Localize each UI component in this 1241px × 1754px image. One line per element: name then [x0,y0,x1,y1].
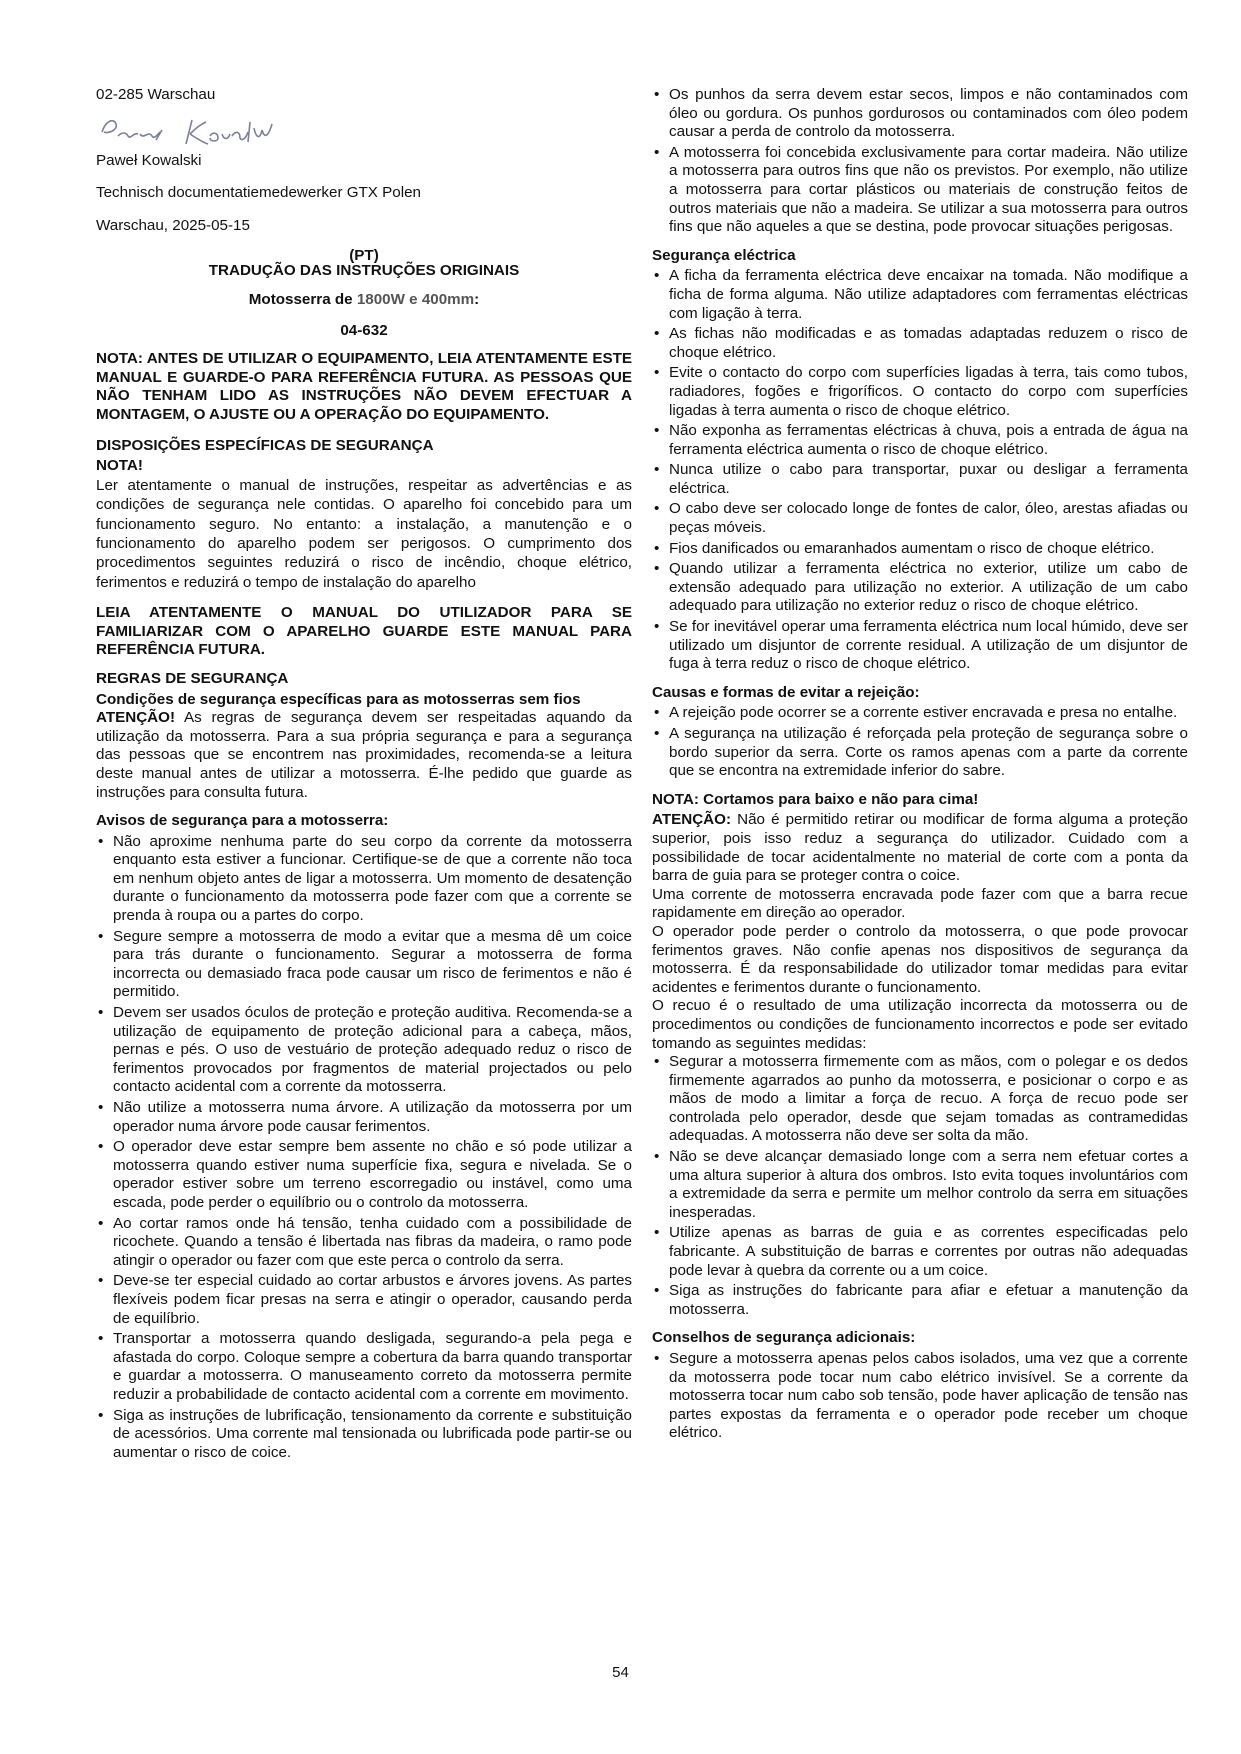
right-column [652,86,1188,1445]
list-item: • A rejeição pode ocorrer se a corrente estiver encravada e presa no entalhe. [652,704,1188,723]
list-item: • A motosserra foi concebida exclusivamente para cortar madeira. Não utilize a motosserra para outros fins que não os previstos. Por exemplo, não utilize a motosserra para cortar plásticos ou materiais de construção feitos de outros materiais que não a madeira. Se utilizar a sua motosserra para outros fins que não aqueles a que se destina, pode provocar situações perigosas. [652,144,1188,237]
regras-heading: REGRAS DE SEGURANÇA [96,669,289,687]
disposicoes-text: Ler atentamente o manual de instruções, respeitar as advertências e as condições de segurança nele contidas. O aparelho foi concebido para um funcionamento seguro. No entanto: a instalação, a manutenção e o funcionamento do aparelho podem ser perigosos. O cumprimento dos procedimentos seguintes reduzirá o risco de incêndio, choque elétrico, ferimentos e reduzirá o tempo de instalação do aparelho [96,476,632,591]
nota-cortamos-p2: O operador pode perder o controlo da motosserra, o que pode provocar ferimentos graves. Não confie apenas nos dispositivos de segurança da motosserra. É da responsabilidade do utilizador tomar medidas para evitar acidentes e ferimentos durante o funcionamento. [652,922,1188,996]
conselhos-heading: Conselhos de segurança adicionais: [652,1329,916,1347]
list-item: • Siga as instruções de lubrificação, tensionamento da corrente e substituição de acessórios. Uma corrente mal tensionada ou lubrificada pode partir-se ou aumentar o risco de coice. [96,1407,632,1463]
list-item: • Siga as instruções do fabricante para afiar e efetuar a manutenção da motosserra. [652,1282,1188,1319]
nota-cortamos-atencao [652,811,1188,885]
nota-cortamos-p3: O recuo é o resultado de uma utilização incorrecta da motosserra ou de procedimentos ou condições de funcionamento incorrectos e pode ser evitado tomando as seguintes medidas: [652,997,1188,1052]
list-item: • Se for inevitável operar uma ferramenta eléctrica num local húmido, deve ser utilizado um disjuntor de corrente residual. A utilização de um disjuntor de fuga à terra reduz o risco de choque elétrico. [652,618,1188,674]
eletrica-heading: Segurança eléctrica [652,246,796,264]
recuo-list [652,1053,1188,1319]
main-notice: NOTA: ANTES DE UTILIZAR O EQUIPAMENTO, LEIA ATENTAMENTE ESTE MANUAL E GUARDE-O PARA REFERÊNCIA FUTURA. AS PESSOAS QUE NÃO TENHAM LIDO AS INSTRUÇÕES NÃO DEVEM EFECTUAR A MONTAGEM, O AJUSTE OU A OPERAÇÃO DO EQUIPAMENTO. [96,350,632,423]
nota-cortamos-p1: Uma corrente de motosserra encravada pode fazer com que a barra recue rapidamente em direção ao operador. [652,885,1188,922]
eletrica-list [652,267,1188,673]
list-item: • Não exponha as ferramentas eléctricas à chuva, pois a entrada de água na ferramenta eléctrica aumenta o risco de choque elétrico. [652,422,1188,459]
avisos-heading: Avisos de segurança para a motosserra: [96,812,389,830]
disposicoes-heading: DISPOSIÇÕES ESPECÍFICAS DE SEGURANÇA [96,436,434,454]
list-item: • Segure sempre a motosserra de modo a evitar que a mesma dê um coice para trás durante o funcionamento. Segurar a motosserra de forma incorrecta ou demasiado fraca pode causar um risco de ferimentos e não é permitido. [96,928,632,1002]
address: 02-285 Warschau [96,86,216,103]
list-item: • As fichas não modificadas e as tomadas adaptadas reduzem o risco de choque elétrico. [652,325,1188,362]
rejeicao-list [652,704,1188,780]
signer-role: Technisch documentatiemedewerker GTX Polen [96,184,422,202]
list-item: • Os punhos da serra devem estar secos, limpos e não contaminados com óleo ou gordura. Os punhos gordurosos ou contaminados com óleo podem causar a perda de controlo da motosserra. [652,86,1188,142]
model-prefix: Motosserra de [248,290,357,308]
nota-cortamos-heading: NOTA: Cortamos para baixo e não para cima! [652,790,979,808]
atencao-text: As regras de segurança devem ser respeitadas aquando da utilização da motosserra. Para a sua própria segurança e para a segurança das pessoas que se encontrem nas proximidades, recomenda-se a leitura deste manual antes de utilizar a motosserra. É-lhe pedido que guarde as instruções para consulta futura. [96,709,632,801]
atencao-label: ATENÇÃO! [96,709,176,727]
signature [96,110,632,152]
list-item: • Não aproxime nenhuma parte do seu corpo da corrente da motosserra enquanto esta estiver a funcionar. Certifique-se de que a corrente não toca em nenhum objeto antes de ligar a motosserra. Um momento de desatenção durante o funcionamento da motosserra pode fazer com que a corrente se prenda à roupa ou a partes do corpo. [96,833,632,926]
list-item: • Nunca utilize o cabo para transportar, puxar ou desligar a ferramenta eléctrica. [652,461,1188,498]
atencao-text: Não é permitido retirar ou modificar de forma alguma a proteção superior, pois isso reduz a segurança do utilizador. Cuidado com a possibilidade de tocar acidentalmente no material de corte com a ponta da barra de guia para se proteger contra o coice. [652,811,1188,885]
list-item: • O operador deve estar sempre bem assente no chão e só pode utilizar a motosserra quando estiver numa superfície fixa, segura e nivelada. Se o operador estiver sobre um terreno escorregadio ou instável, como uma escada, pode perder o equilíbrio ou o controlo da motosserra. [96,1138,632,1212]
list-item: • Ao cortar ramos onde há tensão, tenha cuidado com a possibilidade de ricochete. Quando a tensão é libertada nas fibras da madeira, o ramo pode atingir o operador ou fazer com que este perca o controlo da serra. [96,1215,632,1271]
model-line [96,291,632,310]
list-item: • Utilize apenas as barras de guia e as correntes especificadas pelo fabricante. A substituição de barras e correntes por outras não adequadas pode levar à quebra da corrente ou a um coice. [652,1224,1188,1280]
page-number: 54 [612,1664,629,1681]
list-item: • Segure a motosserra apenas pelos cabos isolados, uma vez que a corrente da motosserra pode tocar num cabo elétrico invisível. Se a corrente da motosserra tocar num cabo sob tensão, pode haver aplicação de tensão nas partes expostas da ferramenta e o operador pode receber um choque elétrico. [652,1350,1188,1443]
list-item: • Deve-se ter especial cuidado ao cortar arbustos e árvores jovens. As partes flexíveis podem ficar presas na serra e atingir o operador, causando perda de equilíbrio. [96,1272,632,1328]
regras-subheading: Condições de segurança específicas para as motosserras sem fios [96,690,581,708]
avisos-list [96,833,632,1463]
regras-paragraph [96,709,632,802]
nota-label: NOTA! [96,457,143,475]
list-item: • Não utilize a motosserra numa árvore. A utilização da motosserra por um operador numa árvore pode causar ferimentos. [96,1099,632,1136]
list-item: • Fios danificados ou emaranhados aumentam o risco de choque elétrico. [652,540,1188,559]
rejeicao-heading: Causas e formas de evitar a rejeição: [652,683,920,701]
signer-name: Paweł Kowalski [96,151,202,169]
list-item: • Devem ser usados óculos de proteção e proteção auditiva. Recomenda-se a utilização de equipamento de proteção adicional para a cabeça, mãos, pernas e pés. O uso de vestuário de proteção adequado reduz o risco de ferimentos provocados por fragmentos de material projectados ou pelo contacto acidental com a corrente da motosserra. [96,1004,632,1097]
list-item: • Evite o contacto do corpo com superfícies ligadas à terra, tais como tubos, radiadores, fogões e frigoríficos. O contacto do corpo com superfícies ligadas à terra aumenta o risco de choque elétrico. [652,364,1188,420]
conselhos-list [652,1350,1188,1443]
atencao-label: ATENÇÃO: [652,811,732,829]
left-column [96,86,632,1464]
signature-image [98,110,288,150]
list-item: • Não se deve alcançar demasiado longe com a serra nem efetuar cortes a uma altura superior à altura dos ombros. Isto evita toques involuntários com a extremidade da serra e permite um melhor controlo da serra em situações inesperadas. [652,1148,1188,1222]
list-item: • Transportar a motosserra quando desligada, segurando-a pela pega e afastada do corpo. Coloque sempre a cobertura da barra quando transportar e guardar a motosserra. O manuseamento correto da motosserra permite reduzir a probabilidade de contacto acidental com a corrente em movimento. [96,1330,632,1404]
model-spec: 1800W e 400mm [356,290,475,308]
list-item: • O cabo deve ser colocado longe de fontes de calor, óleo, arestas afiadas ou peças móveis. [652,500,1188,537]
language-code: (PT) [349,247,379,265]
leia-notice: LEIA ATENTAMENTE O MANUAL DO UTILIZADOR PARA SE FAMILIARIZAR COM O APARELHO GUARDE ESTE MANUAL PARA REFERÊNCIA FUTURA. [96,604,632,659]
model-code: 04-632 [340,321,388,339]
document-title: TRADUÇÃO DAS INSTRUÇÕES ORIGINAIS [208,262,520,280]
right-top-list [652,86,1188,237]
list-item: • Quando utilizar a ferramenta eléctrica no exterior, utilize um cabo de extensão adequado para utilização no exterior. A utilização de um cabo adequado para utilização no exterior reduz o risco de choque elétrico. [652,560,1188,616]
list-item: • A ficha da ferramenta eléctrica deve encaixar na tomada. Não modifique a ficha de forma alguma. Não utilize adaptadores com ferramentas eléctricas com ligação à terra. [652,267,1188,323]
place-date: Warschau, 2025-05-15 [96,216,250,234]
list-item: • Segurar a motosserra firmemente com as mãos, com o polegar e os dedos firmemente agarrados ao punho da motosserra, e posicionar o corpo e as mãos de modo a limitar a força de recuo. A força de recuo pode ser controlada pelo operador, desde que sejam tomadas as contramedidas adequadas. A motosserra não deve ser solta da mão. [652,1053,1188,1146]
list-item: • A segurança na utilização é reforçada pela proteção de segurança sobre o bordo superior da serra. Corte os ramos apenas com a parte da corrente que se encontra na extremidade inferior do sabre. [652,725,1188,781]
model-suffix: : [474,290,480,308]
